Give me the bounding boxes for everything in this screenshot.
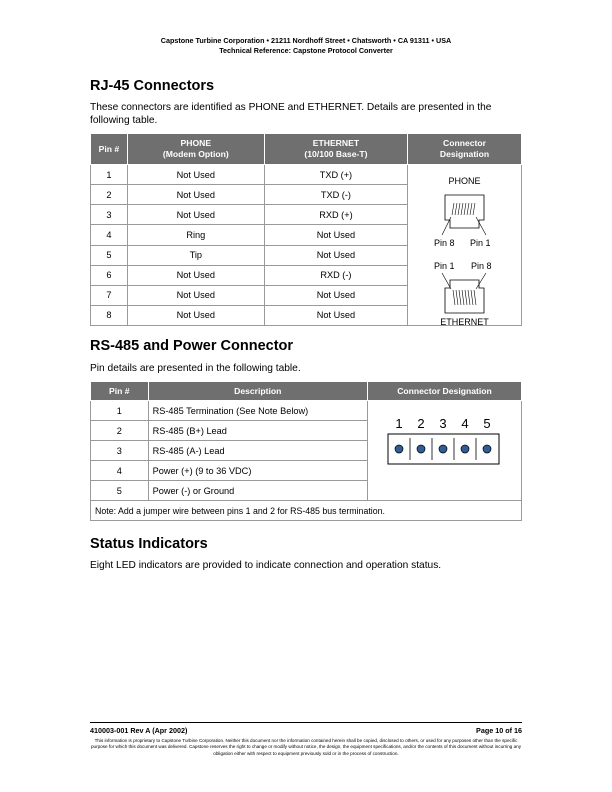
ethernet-cell: Not Used [264,305,407,325]
rj45-header-pin: Pin # [91,134,128,165]
rs485-section-title: RS-485 and Power Connector [90,338,294,354]
ethernet-pin8-label: Pin 8 [470,261,492,271]
rs485-header-row [91,382,522,401]
ethernet-cell: RXD (-) [264,265,407,285]
pin-cell: 3 [91,441,149,461]
pin-cell: 2 [91,185,128,205]
ethernet-cell: RXD (+) [264,205,407,225]
rj45-header-ethernet [264,134,407,165]
header-reference-line: Technical Reference: Capstone Protocol Converter [219,46,393,55]
ethernet-connector-label: ETHERNET [440,317,489,325]
phone-cell: Not Used [127,265,264,285]
footer-legal-notice: This information is proprietary to Capstone Turbine Corporation. Neither this document nor the information contained herein shall be copied, disclosed to others, or used for any purposes other than the specific purpose for which this document was delivered. Capstone reserves the right to change or modify without notice, the design, the equipment specifications, and/or the contents of this document without incurring any obligation either with respect to equipment previously sold or in the process of construction. [90,738,521,756]
description-cell: Power (-) or Ground [148,481,367,501]
terminal-screw-icon [439,445,447,453]
pin-cell: 8 [91,305,128,325]
terminal-number: 4 [461,416,469,431]
rj45-header-conn-line2: Designation [439,149,490,159]
pin-cell: 6 [91,265,128,285]
terminal-block-cell [367,401,521,501]
rj45-connector-diagram-cell [407,165,521,326]
pin-cell: 4 [91,461,149,481]
rj45-header-eth-line2: (10/100 Base-T) [304,149,368,159]
rs485-header-connector: Connector Designation [367,382,521,401]
phone-cell: Tip [127,245,264,265]
rj45-header-connector [407,134,521,165]
phone-cell: Not Used [127,285,264,305]
terminal-number: 2 [417,416,425,431]
pin-cell: 2 [91,421,149,441]
ethernet-jack-icon [442,273,486,313]
phone-jack-icon [442,195,486,235]
ethernet-cell: Not Used [264,285,407,305]
ethernet-cell: Not Used [264,245,407,265]
table-row [91,401,522,421]
footer-doc-id: 410003-001 Rev A (Apr 2002) [90,726,188,735]
phone-pin1-label: Pin 1 [469,238,491,248]
rs485-table [90,381,522,521]
status-section-title: Status Indicators [90,536,208,552]
phone-pin8-label: Pin 8 [433,238,455,248]
description-cell: RS-485 (A-) Lead [148,441,367,461]
rj45-connector-diagram [408,165,521,325]
rj45-header-eth-line1: ETHERNET [312,138,360,148]
rs485-header-description: Description [148,382,367,401]
rj45-table [90,133,522,326]
pin-cell: 4 [91,225,128,245]
terminal-screw-icon [395,445,403,453]
phone-cell: Not Used [127,305,264,325]
pin-cell: 1 [91,401,149,421]
pin-cell: 3 [91,205,128,225]
rj45-header-row [91,134,522,165]
rj45-header-conn-line1: Connector [443,138,486,148]
rs485-note: Note: Add a jumper wire between pins 1 and 2 for RS-485 bus termination. [91,501,522,521]
footer-page-number: Page 10 of 16 [476,726,522,735]
terminal-number: 3 [439,416,447,431]
phone-cell: Not Used [127,205,264,225]
rj45-header-phone-line2: (Modem Option) [162,149,229,159]
phone-cell: Ring [127,225,264,245]
terminal-screw-icon [483,445,491,453]
rs485-intro: Pin details are presented in the following table. [90,363,301,374]
terminal-screw-icon [417,445,425,453]
phone-connector-label: PHONE [448,176,481,186]
status-intro: Eight LED indicators are provided to indicate connection and operation status. [90,560,442,571]
footer-divider [90,722,522,723]
ethernet-pin1-label: Pin 1 [433,261,455,271]
phone-cell: Not Used [127,185,264,205]
pin-cell: 5 [91,245,128,265]
ethernet-cell: TXD (+) [264,165,407,185]
description-cell: Power (+) (9 to 36 VDC) [148,461,367,481]
pin-cell: 5 [91,481,149,501]
header-company-line: Capstone Turbine Corporation • 21211 Nordhoff Street • Chatsworth • CA 91311 • USA [160,36,452,45]
rs485-header-pin: Pin # [91,382,149,401]
terminal-screw-icon [461,445,469,453]
terminal-number: 1 [395,416,403,431]
ethernet-cell: TXD (-) [264,185,407,205]
note-row [91,501,522,521]
rj45-section-title: RJ-45 Connectors [90,78,215,94]
page-header [0,36,612,56]
terminal-block-diagram [368,401,521,496]
table-row [91,165,522,185]
pin-cell: 7 [91,285,128,305]
rj45-header-phone-line1: PHONE [180,138,212,148]
terminal-number: 5 [483,416,491,431]
description-cell: RS-485 Termination (See Note Below) [148,401,367,421]
pin-cell: 1 [91,165,128,185]
rj45-header-phone [127,134,264,165]
description-cell: RS-485 (B+) Lead [148,421,367,441]
phone-cell: Not Used [127,165,264,185]
ethernet-cell: Not Used [264,225,407,245]
rj45-intro: These connectors are identified as PHONE and ETHERNET. Details are presented in the following table. [90,102,492,127]
